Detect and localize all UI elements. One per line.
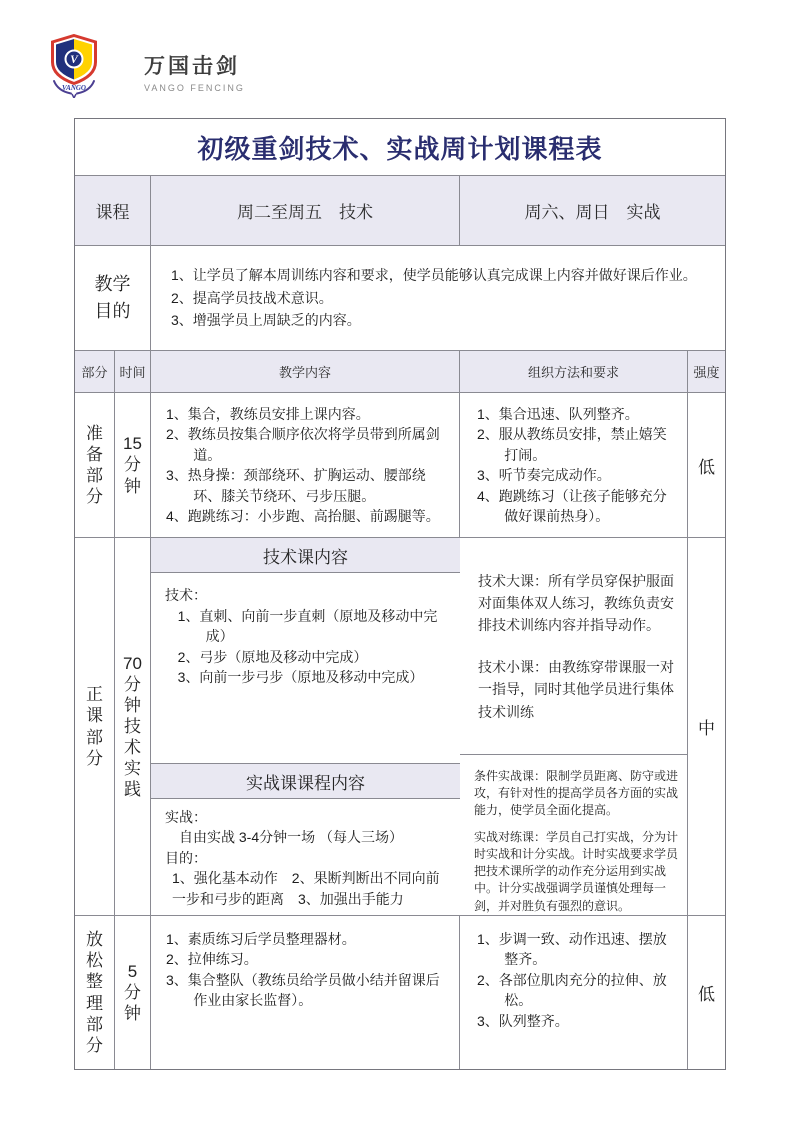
column-header-time: 时间 — [115, 351, 151, 392]
prep-intensity: 低 — [698, 457, 715, 477]
tech-class-content — [151, 573, 460, 764]
column-header-content: 教学内容 — [151, 351, 460, 392]
combat-class-content — [151, 799, 460, 915]
objectives-list — [151, 246, 725, 350]
course-weekend: 周六、周日 实战 — [460, 176, 725, 245]
list-item: 3、队列整齐。 — [477, 1012, 569, 1029]
relax-time-text: 5 分 钟 — [124, 961, 141, 1024]
prep-method-list — [460, 393, 688, 537]
column-header-method: 组织方法和要求 — [460, 351, 688, 392]
main-section-row — [75, 538, 725, 916]
main-part-label — [75, 538, 115, 915]
list-item: 3、热身操：颈部绕环、扩胸运动、腰部绕环、膝关节绕环、弓步压腿。 — [166, 467, 426, 504]
list-item: 1、直刺、向前一步直刺（原地及移动中完成） — [177, 608, 438, 645]
brand-logo — [50, 34, 245, 98]
relax-content-list — [151, 916, 460, 1069]
tech-items-list — [165, 606, 452, 688]
list-item: 2、服从教练员安排，禁止嬉笑打闹。 — [477, 426, 667, 463]
column-header-row — [75, 351, 725, 393]
main-time-text: 70 分 钟 技 术 实 践 — [123, 653, 142, 800]
list-item: 3、听节奏完成动作。 — [477, 467, 611, 484]
prep-content-list — [151, 393, 460, 537]
objectives-label: 教学目的 — [75, 246, 151, 350]
list-item: 1、集合迅速、队列整齐。 — [477, 406, 639, 422]
combat-class-header: 实战课课程内容 — [151, 764, 460, 799]
list-item: 4、跑跳练习：小步跑、高抬腿、前踢腿等。 — [166, 508, 440, 525]
brand-name-cn: 万国击剑 — [144, 55, 240, 78]
list-item: 1、素质练习后学员整理器材。 — [166, 931, 356, 947]
brand-name-en: VANGO FENCING — [144, 83, 245, 93]
main-part-text: 正 课 部 分 — [86, 685, 103, 768]
list-item: 3、集合整队（教练员给学员做小结并留课后作业由家长监督）。 — [166, 971, 440, 1009]
relax-part-label — [75, 916, 115, 1069]
list-item: 条件实战课：限制学员距离、防守或进攻，有针对性的提高学员各方面的实战能力，使学员全面化提高。 — [474, 768, 679, 818]
list-item: 2、教练员按集合顺序依次将学员带到所属剑道。 — [166, 426, 440, 463]
list-item: 2、拉伸练习。 — [166, 951, 258, 968]
svg-text:V: V — [70, 54, 78, 66]
shield-ribbon-text: VANGO — [62, 84, 86, 92]
column-header-intensity: 强度 — [693, 365, 720, 380]
list-item: 3、向前一步弓步（原地及移动中完成） — [177, 669, 424, 686]
list-item: 1、集合，教练员安排上课内容。 — [166, 406, 370, 422]
relax-part-text: 放 松 整 理 部 分 — [86, 930, 103, 1055]
prep-time — [115, 393, 151, 537]
title-row — [75, 119, 725, 176]
list-item: 4、跑跳练习（让孩子能够充分做好课前热身）。 — [477, 487, 667, 525]
list-item: 实战： — [165, 809, 207, 825]
objectives-row — [75, 246, 725, 351]
tech-class-header: 技术课内容 — [151, 538, 460, 573]
table-title: 初级重剑技术、实战周计划课程表 — [197, 133, 603, 164]
list-item: 1、让学员了解本周训练内容和要求，使学员能够认真完成课上内容并做好课后作业。 — [171, 266, 697, 283]
relax-time — [115, 916, 151, 1069]
main-content-column — [151, 538, 460, 915]
list-item: 2、提高学员技战术意识。 — [171, 289, 333, 306]
list-item: 3、增强学员上周缺乏的内容。 — [171, 312, 361, 329]
course-weekday: 周二至周五 技术 — [151, 176, 460, 245]
main-method-upper — [460, 538, 687, 755]
list-item: 1、强化基本动作 2、果断判断出不同向前一步和弓步的距离 3、加强出手能力 — [172, 870, 440, 907]
list-item: 技术小课：由教练穿带课服一对一指导，同时其他学员进行集体技术训练 — [478, 659, 674, 720]
prep-part-label — [75, 393, 115, 537]
list-item: 2、各部位肌肉充分的拉伸、放松。 — [477, 971, 667, 1009]
list-item: 2、弓步（原地及移动中完成） — [177, 648, 368, 665]
list-item: 自由实战 3-4分钟一场 （每人三场） — [179, 829, 404, 846]
relax-section-row — [75, 916, 725, 1069]
relax-intensity: 低 — [698, 985, 715, 1004]
vango-shield-icon — [50, 34, 98, 98]
main-method-column — [460, 538, 688, 915]
main-method-lower — [460, 755, 687, 915]
list-item: 技术大课：所有学员穿保护服面对面集体双人练习，教练负责安排技术训练内容并指导动作。 — [478, 573, 674, 634]
main-time — [115, 538, 151, 915]
list-item: 实战对练课：学员自己打实战，分为计时实战和计分实战。计时实战要求学员把技术课所学的动作充分运用到实战中。计分实战强调学员谨慎处理每一剑，并对胜负有强烈的意识。 — [474, 829, 679, 913]
main-intensity: 中 — [698, 719, 715, 738]
prep-part-text: 准 备 部 分 — [86, 423, 103, 507]
list-item: 1、步调一致、动作迅速、摆放整齐。 — [477, 931, 667, 968]
course-label: 课程 — [75, 176, 151, 245]
column-header-part: 部分 — [75, 351, 115, 392]
schedule-table — [74, 118, 726, 1070]
tech-label: 技术： — [165, 587, 207, 603]
list-item: 目的： — [165, 849, 207, 866]
prep-time-text: 15 分 钟 — [123, 434, 142, 496]
brand-text — [144, 50, 245, 93]
relax-method-list — [460, 916, 688, 1069]
prep-section-row — [75, 393, 725, 538]
course-row — [75, 176, 725, 246]
